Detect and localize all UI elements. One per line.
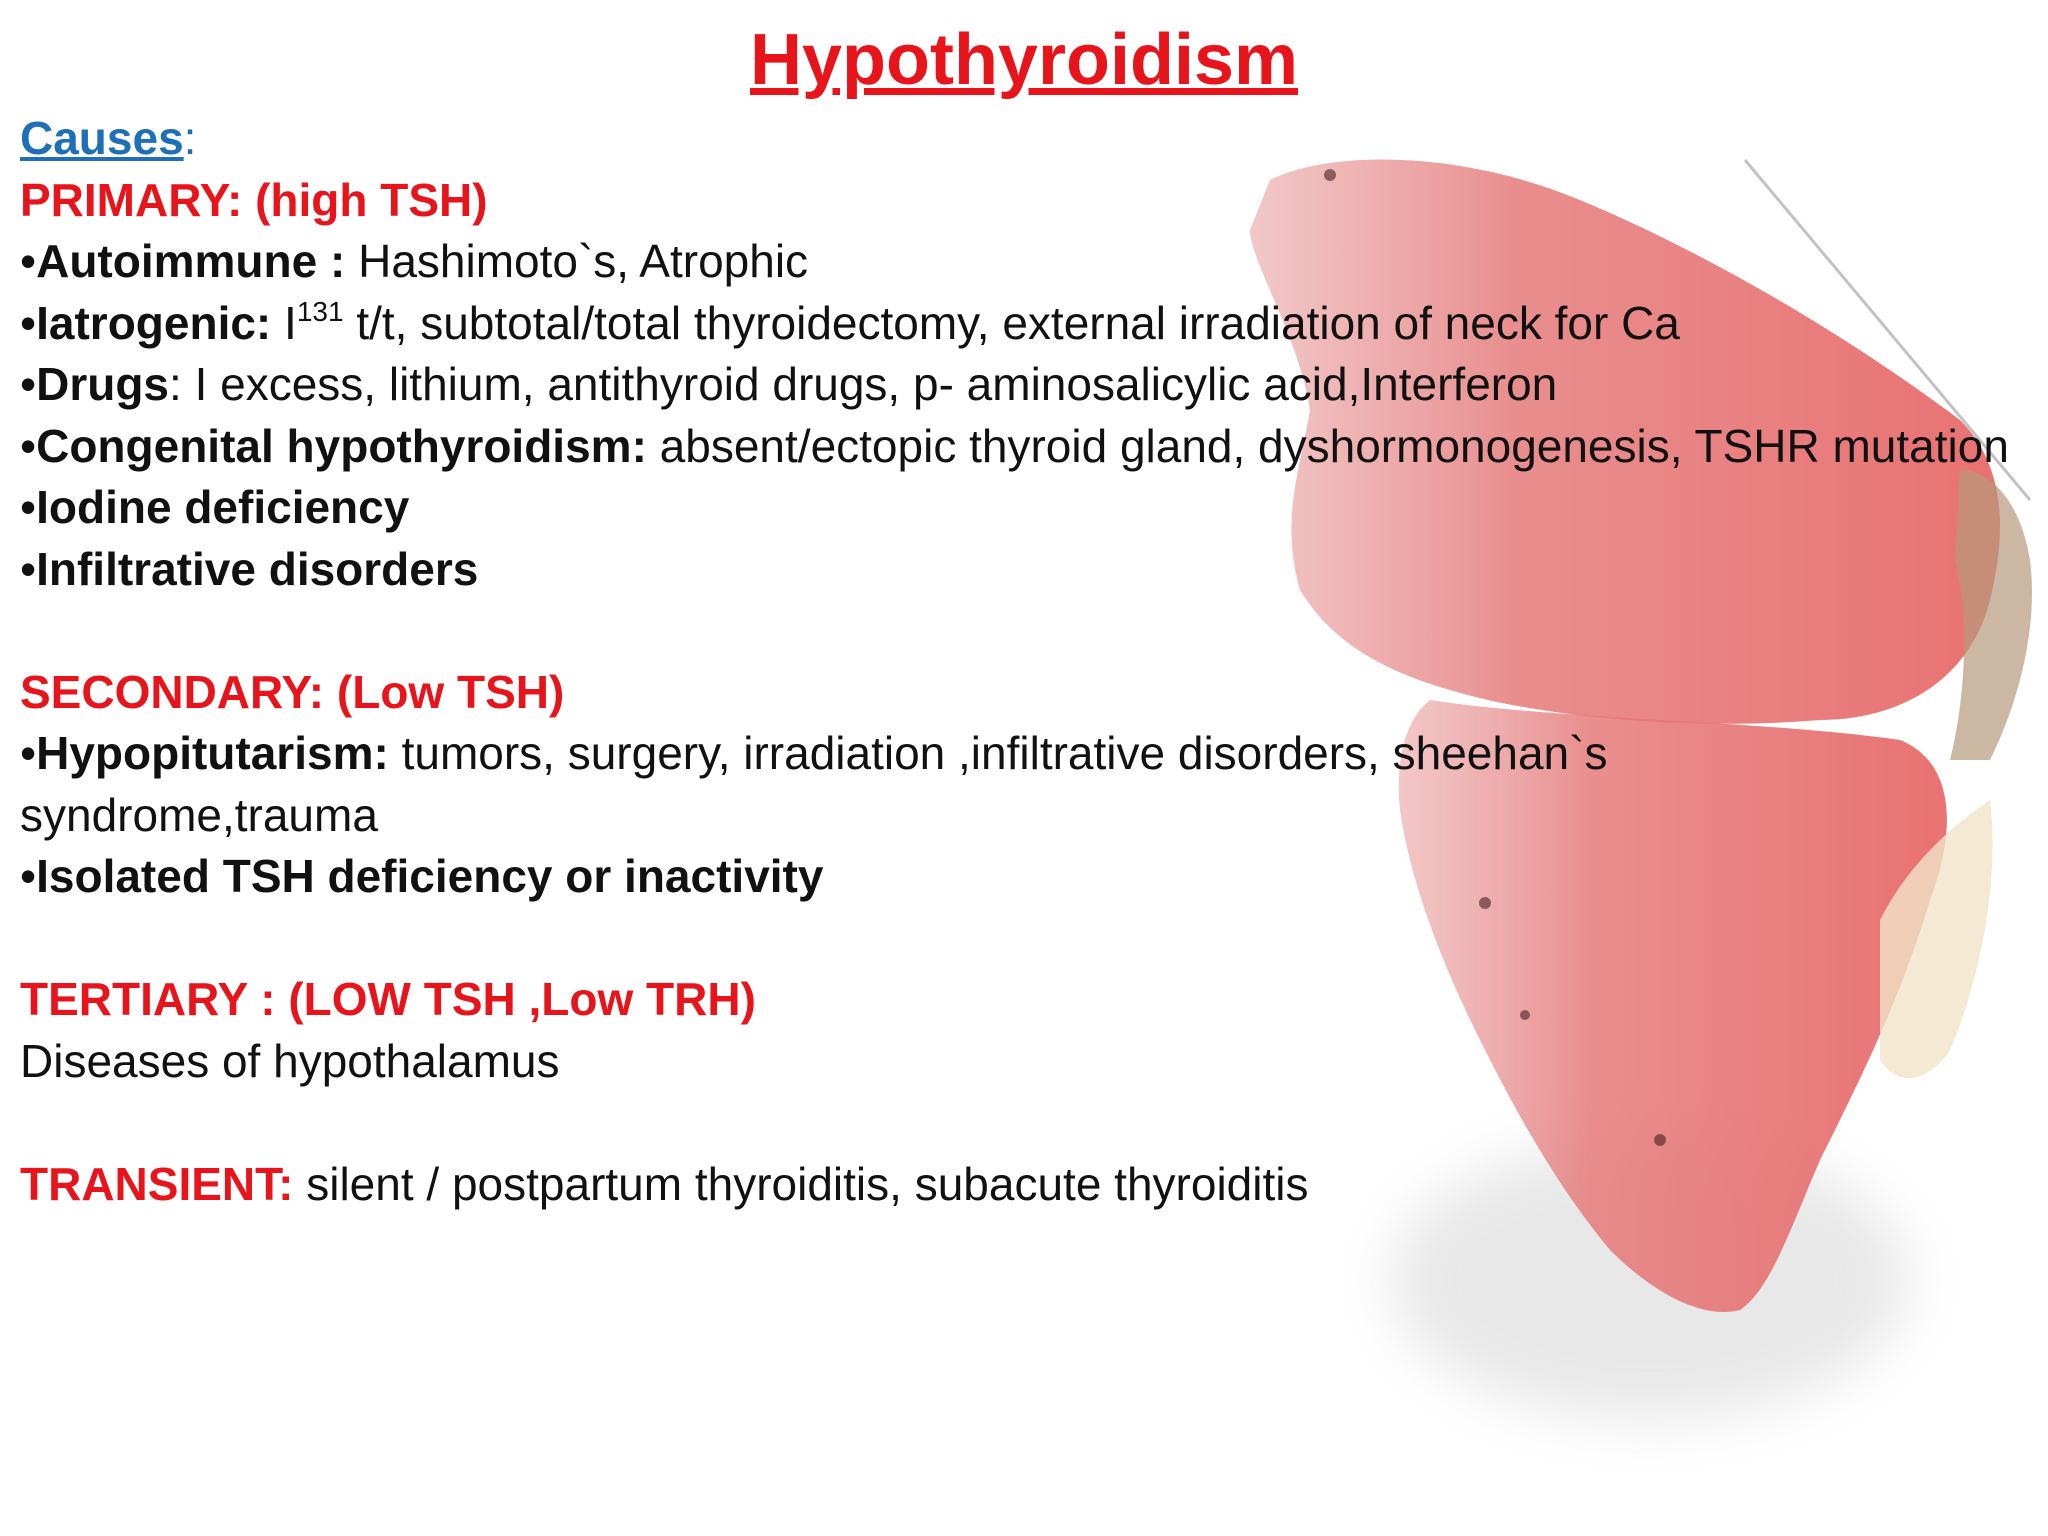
tertiary-text: Diseases of hypothalamus <box>20 1034 560 1087</box>
primary-heading: PRIMARY: (high TSH) <box>20 173 488 226</box>
slide-content <box>20 108 2030 1215</box>
spacer <box>20 600 2030 662</box>
list-item: •Congenital hypothyroidism: absent/ectopic thyroid gland, dyshormonogenesis, TSHR mutation <box>20 419 2009 472</box>
spacer <box>20 908 2030 970</box>
spacer <box>20 1092 2030 1154</box>
transient-line: TRANSIENT: silent / postpartum thyroiditis, subacute thyroiditis <box>20 1157 1309 1210</box>
slide-title: Hypothyroidism <box>749 20 1299 100</box>
tertiary-heading: TERTIARY : (LOW TSH ,Low TRH) <box>20 973 756 1025</box>
list-item: •Iodine deficiency <box>20 481 410 533</box>
list-item: •Autoimmune : Hashimoto`s, Atrophic <box>20 235 809 287</box>
list-item: •Drugs: I excess, lithium, antithyroid drugs, p- aminosalicylic acid,Interferon <box>20 358 1558 410</box>
secondary-heading: SECONDARY: (Low TSH) <box>20 665 565 718</box>
transient-heading: TRANSIENT: <box>20 1157 294 1210</box>
causes-label: Causes <box>20 112 184 164</box>
causes-heading: Causes: <box>20 112 197 164</box>
list-item: •Iatrogenic: $I^{131}$ t/t, subtotal/total thyroidectomy, external irradiation of neck for Ca <box>20 295 1680 349</box>
list-item: •Infiltrative disorders <box>20 542 479 595</box>
list-item: •Isolated TSH deficiency or inactivity <box>20 850 824 902</box>
list-item: •Hypopitutarism: tumors, surgery, irradiation ,infiltrative disorders, sheehan`s syndrome,trauma <box>20 727 1608 841</box>
